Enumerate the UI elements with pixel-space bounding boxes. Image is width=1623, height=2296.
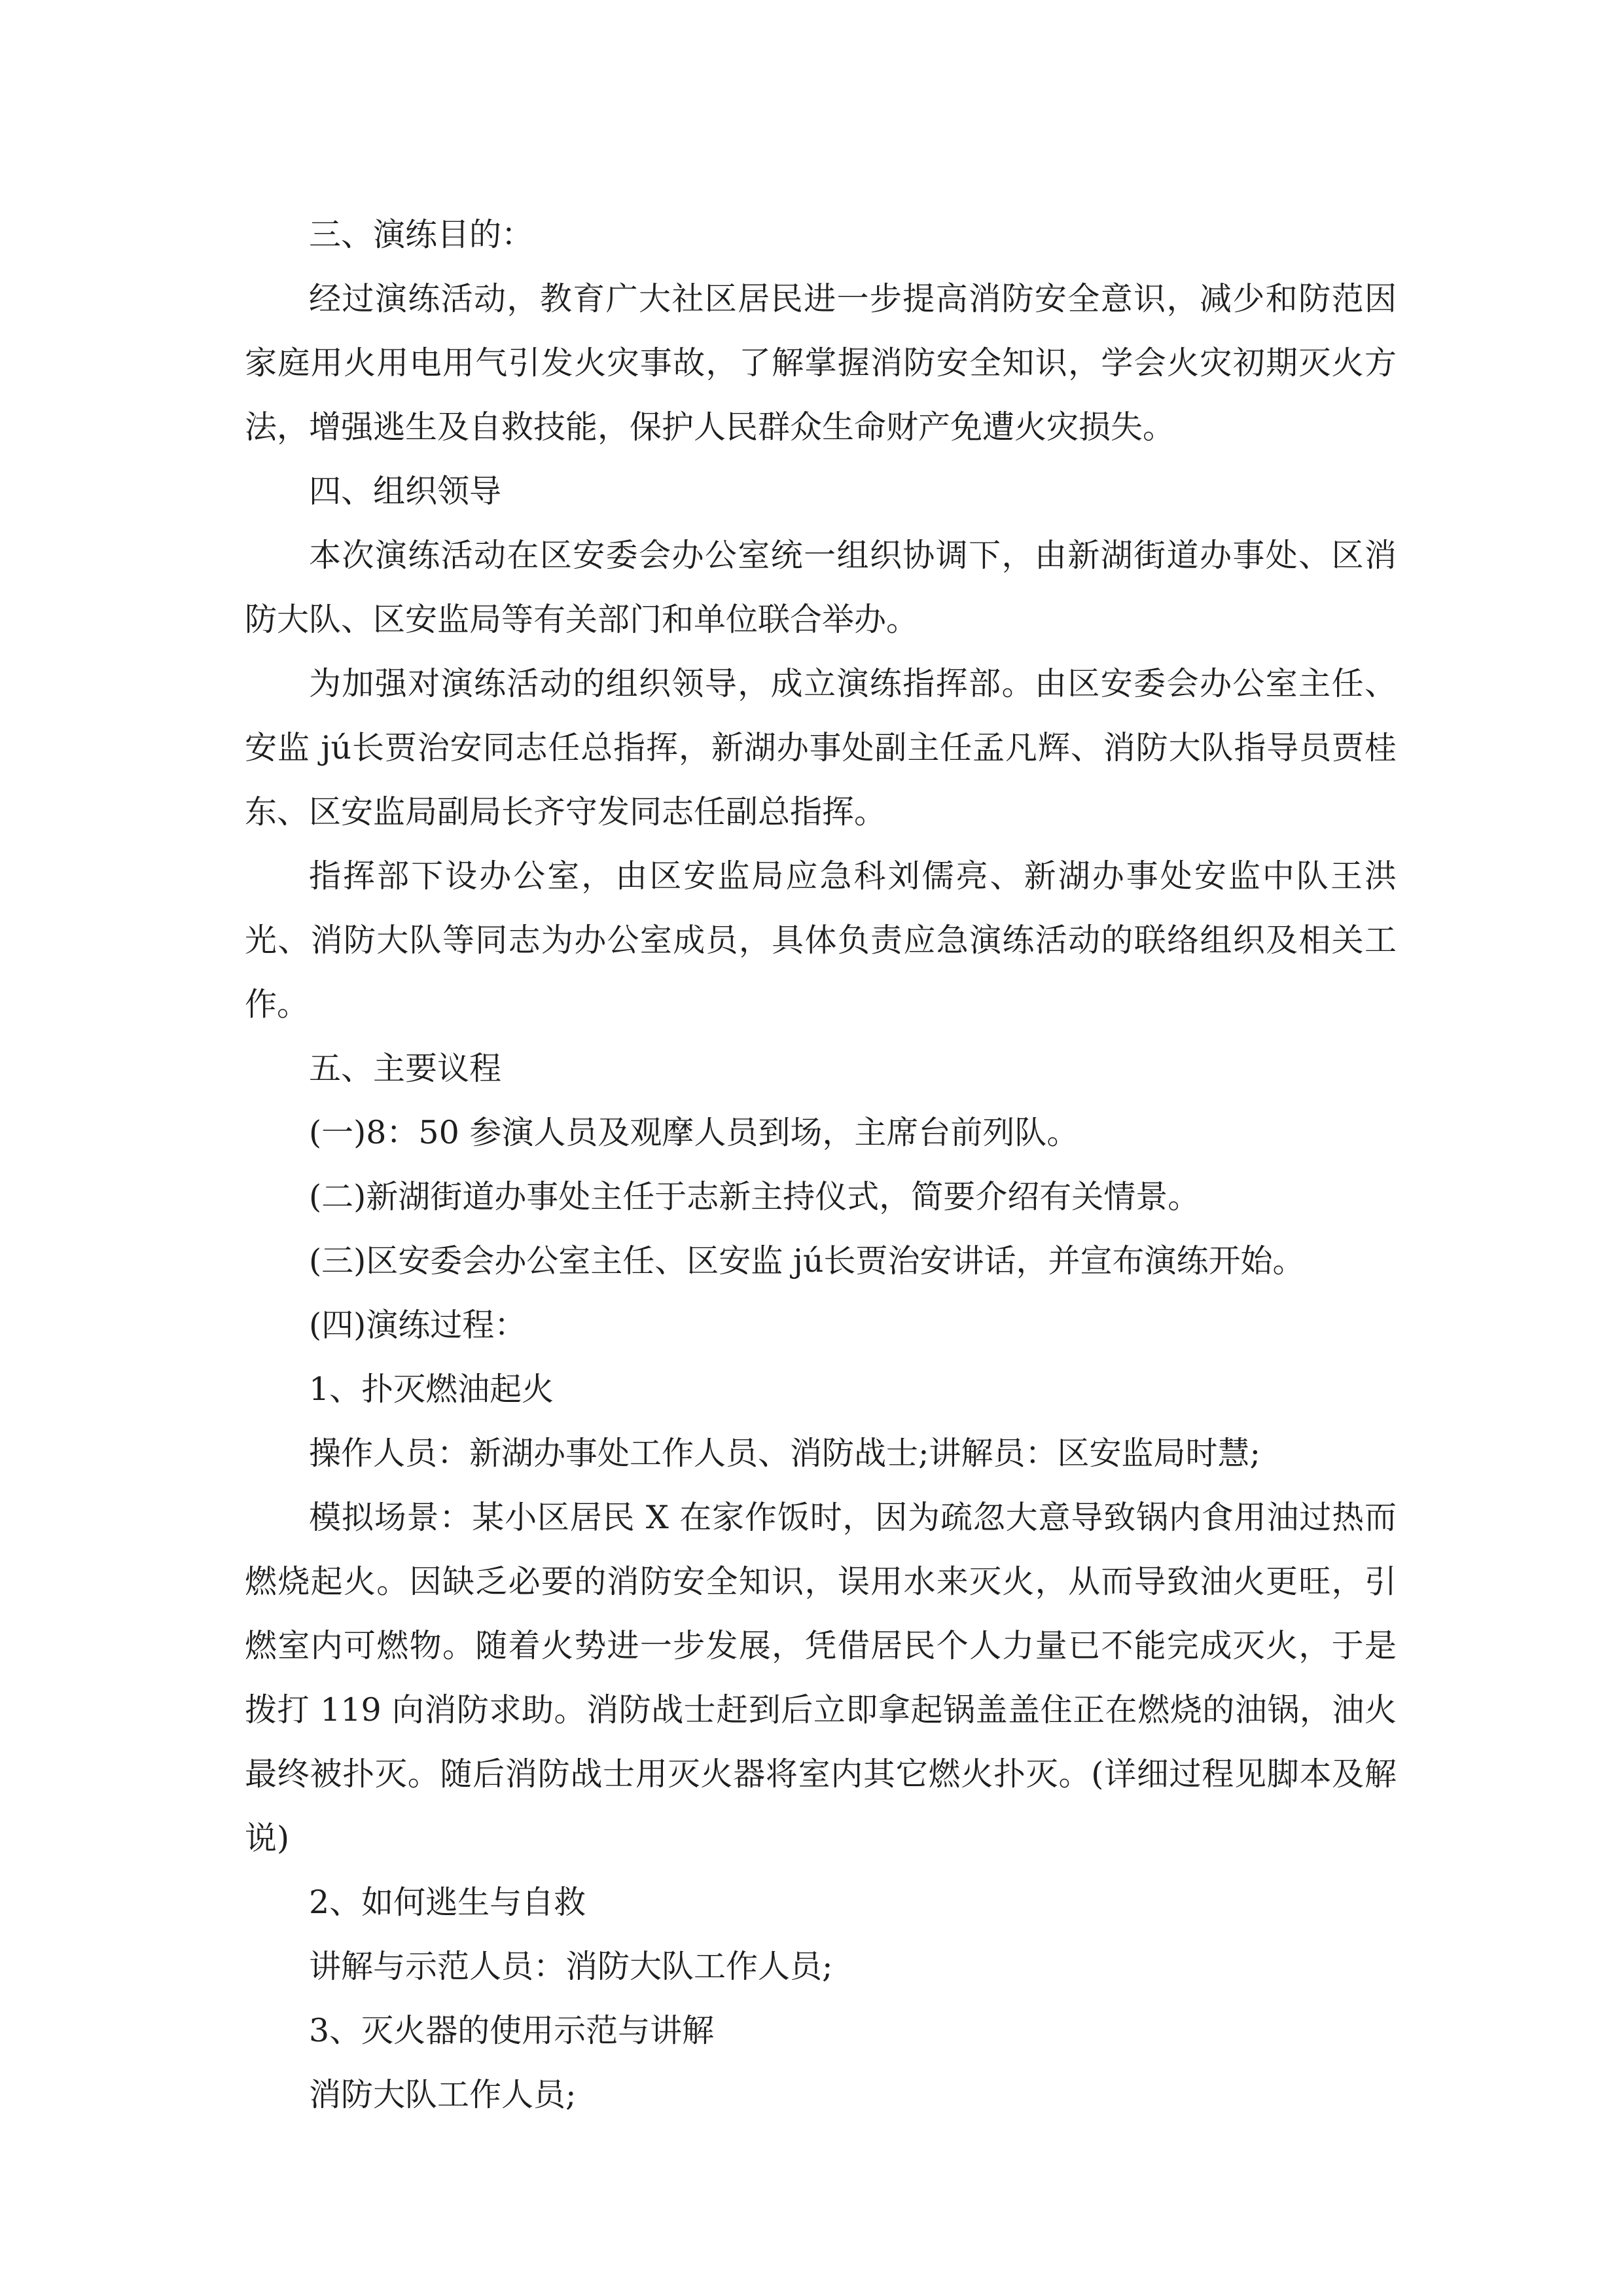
paragraph-command-center: 为加强对演练活动的组织领导，成立演练指挥部。由区安委会办公室主任、安监 jú长贾治安同志任总指挥，新湖办事处副主任孟凡辉、消防大队指导员贾桂东、区安监局副局长齐守发同志任副总指挥。 bbox=[245, 665, 1397, 831]
agenda-item-4: (四)演练过程： bbox=[309, 1306, 527, 1344]
drill-step-2-title: 2、如何逃生与自救 bbox=[309, 1884, 586, 1921]
drill-step-1-scenario: 模拟场景：某小区居民 X 在家作饭时，因为疏忽大意导致锅内食用油过热而燃烧起火。因缺乏必要的消防安全知识，误用水来灭火，从而导致油火更旺，引燃室内可燃物。随着火势进一步发展，凭借居民个人力量已不能完成灭火，于是拨打 119 向消防求助。消防战士赶到后立即拿起锅盖盖住正在燃烧的油锅，油火最终被扑灭。随后消防战士用灭火器将室内其它燃火扑灭。(详细过程见脚本及解说) bbox=[245, 1499, 1397, 1857]
paragraph-drill-purpose: 经过演练活动，教育广大社区居民进一步提高消防安全意识，减少和防范因家庭用火用电用气引发火灾事故，了解掌握消防安全知识，学会火灾初期灭火方法，增强逃生及自救技能，保护人民群众生命财产免遭火灾损失。 bbox=[245, 280, 1397, 446]
agenda-item-1: (一)8：50 参演人员及观摩人员到场，主席台前列队。 bbox=[309, 1114, 1079, 1151]
agenda-item-3: (三)区安委会办公室主任、区安监 jú长贾治安讲话，并宣布演练开始。 bbox=[309, 1242, 1305, 1280]
drill-step-2-personnel: 讲解与示范人员：消防大队工作人员; bbox=[309, 1948, 833, 1985]
drill-step-1-personnel: 操作人员：新湖办事处工作人员、消防战士;讲解员：区安监局时慧; bbox=[309, 1435, 1261, 1472]
paragraph-organizers: 本次演练活动在区安委会办公室统一组织协调下，由新湖街道办事处、区消防大队、区安监局等有关部门和单位联合举办。 bbox=[245, 537, 1397, 638]
drill-step-1-title: 1、扑灭燃油起火 bbox=[309, 1371, 554, 1408]
document-body bbox=[245, 203, 1397, 2127]
drill-step-3-title: 3、灭火器的使用示范与讲解 bbox=[309, 2012, 715, 2049]
drill-step-3-personnel: 消防大队工作人员; bbox=[309, 2076, 577, 2113]
agenda-item-2: (二)新湖街道办事处主任于志新主持仪式，简要介绍有关情景。 bbox=[309, 1178, 1200, 1215]
section-heading-drill-purpose: 三、演练目的： bbox=[309, 216, 534, 253]
section-heading-agenda: 五、主要议程 bbox=[309, 1050, 502, 1087]
paragraph-office: 指挥部下设办公室，由区安监局应急科刘儒亮、新湖办事处安监中队王洪光、消防大队等同志为办公室成员，具体负责应急演练活动的联络组织及相关工作。 bbox=[245, 857, 1397, 1023]
section-heading-organization: 四、组织领导 bbox=[309, 473, 502, 510]
